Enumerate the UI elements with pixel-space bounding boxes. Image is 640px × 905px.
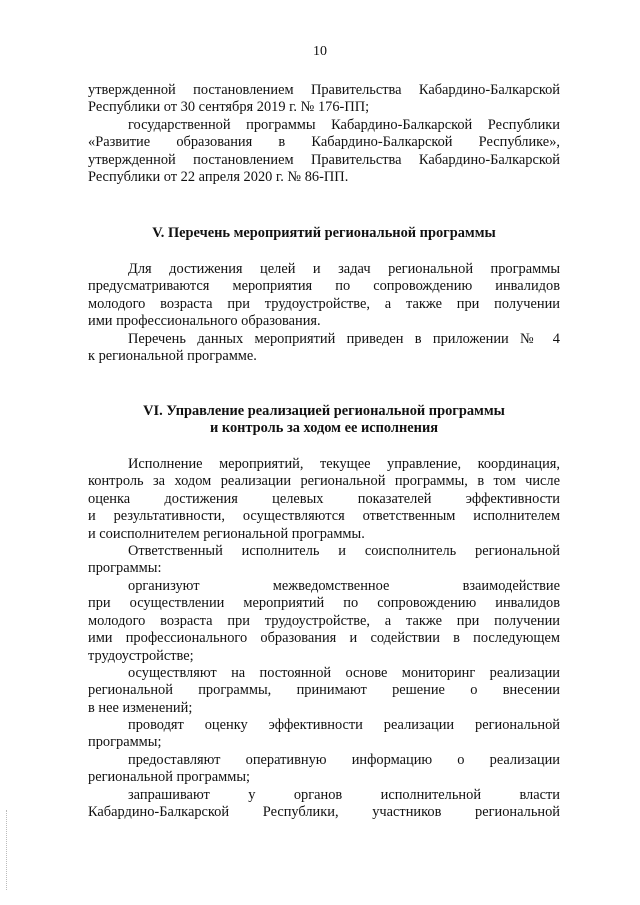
section-5-paragraph-1 bbox=[88, 261, 560, 331]
text-line: в нее изменений; bbox=[88, 699, 193, 716]
section-5-heading bbox=[88, 225, 560, 242]
text-line: ими профессионального образования и содействии в последующем bbox=[88, 630, 560, 647]
section-6-paragraph-6 bbox=[88, 752, 560, 787]
heading-line: V. Перечень мероприятий региональной программы bbox=[152, 225, 496, 241]
text-line: Кабардино-Балкарской Республики, участников региональной bbox=[88, 804, 560, 821]
text-line: предоставляют оперативную информацию о реализации bbox=[128, 752, 560, 768]
text-line: государственной программы Кабардино-Балкарской Республики bbox=[128, 117, 560, 133]
top-paragraph-2 bbox=[88, 117, 560, 187]
text-line: программы: bbox=[88, 560, 162, 577]
text-line: предусматриваются мероприятия по сопровождению инвалидов bbox=[88, 278, 560, 295]
text-line: молодого возраста при трудоустройстве, а также при получении bbox=[88, 612, 560, 629]
text-line: Перечень данных мероприятий приведен в приложении № 4 bbox=[128, 331, 560, 347]
text-line: Исполнение мероприятий, текущее управление, координация, bbox=[128, 456, 560, 472]
text-line: и результативности, осуществляются ответственным исполнителем bbox=[88, 508, 560, 525]
section-5-paragraph-2 bbox=[88, 331, 560, 366]
scan-margin-marks bbox=[6, 810, 9, 890]
text-line: региональной программы, принимают решение о внесении bbox=[88, 682, 560, 699]
text-line: Ответственный исполнитель и соисполнитель региональной bbox=[128, 543, 560, 559]
text-line: Республики от 22 апреля 2020 г. № 86-ПП. bbox=[88, 169, 349, 186]
top-paragraph-1 bbox=[88, 82, 560, 117]
text-line: молодого возраста при трудоустройстве, а также при получении bbox=[88, 295, 560, 312]
page-number: 10 bbox=[313, 44, 327, 59]
text-line: Республики от 30 сентября 2019 г. № 176-ПП; bbox=[88, 99, 370, 116]
section-6-paragraph-2 bbox=[88, 543, 560, 578]
text-line: оценка достижения целевых показателей эффективности bbox=[88, 490, 560, 507]
text-line: региональной программы; bbox=[88, 769, 250, 786]
section-6-paragraph-1 bbox=[88, 456, 560, 543]
section-6-heading bbox=[88, 403, 560, 438]
heading-line: и контроль за ходом ее исполнения bbox=[209, 420, 439, 437]
text-line: программы; bbox=[88, 734, 162, 751]
section-6-paragraph-7 bbox=[88, 787, 560, 822]
text-line: ими профессионального образования. bbox=[88, 313, 321, 330]
section-6-paragraph-4 bbox=[88, 665, 560, 717]
text-line: организуют межведомственное взаимодействие bbox=[128, 578, 560, 594]
section-6-paragraph-3 bbox=[88, 578, 560, 665]
heading-line: VI. Управление реализацией региональной программы bbox=[143, 403, 505, 419]
text-line: запрашивают у органов исполнительной власти bbox=[128, 787, 560, 803]
text-line: контроль за ходом реализации региональной программы, в том числе bbox=[88, 473, 560, 490]
text-line: к региональной программе. bbox=[88, 348, 257, 365]
text-line: проводят оценку эффективности реализации региональной bbox=[128, 717, 560, 733]
text-line: и соисполнителем региональной программы. bbox=[88, 525, 365, 542]
section-6-paragraph-5 bbox=[88, 717, 560, 752]
text-line: «Развитие образования в Кабардино-Балкарской Республике», bbox=[88, 134, 560, 151]
text-line: осуществляют на постоянной основе мониторинг реализации bbox=[128, 665, 560, 681]
text-line: утвержденной постановлением Правительства Кабардино-Балкарской bbox=[88, 82, 560, 98]
text-line: трудоустройстве; bbox=[88, 647, 194, 664]
text-line: Для достижения целей и задач региональной программы bbox=[128, 261, 560, 277]
text-line: при осуществлении мероприятий по сопровождению инвалидов bbox=[88, 595, 560, 612]
text-line: утвержденной постановлением Правительства Кабардино-Балкарской bbox=[88, 151, 560, 168]
